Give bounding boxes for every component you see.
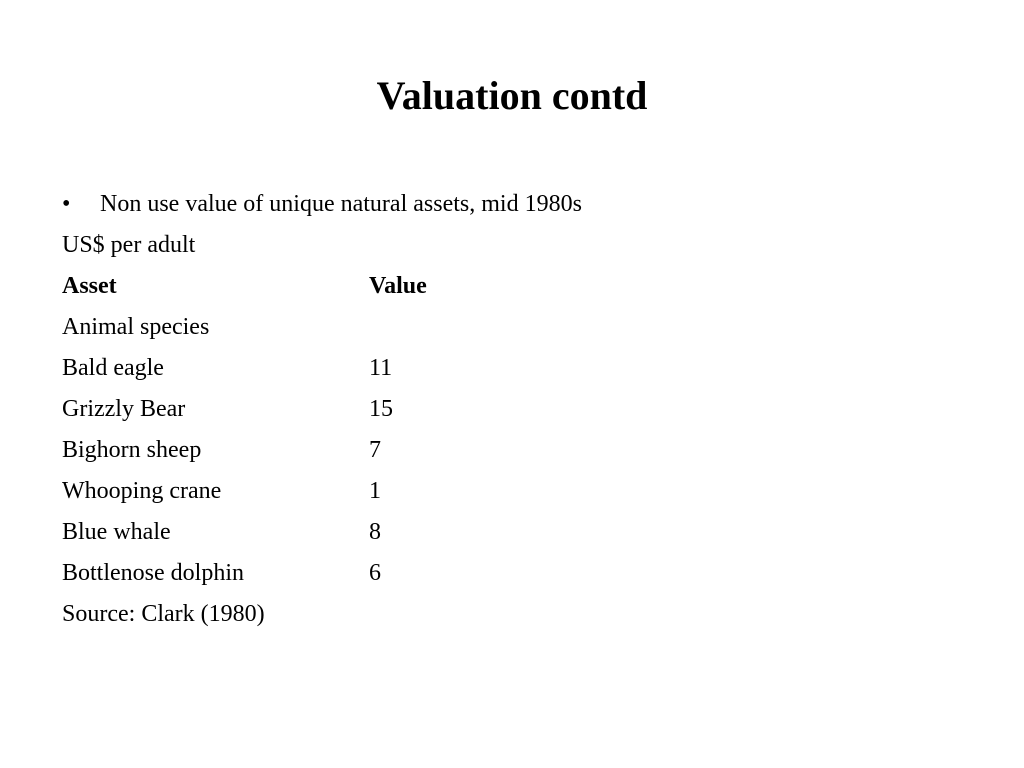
row-value: 1: [369, 478, 381, 504]
row-value: 11: [369, 355, 393, 381]
slide-content: [62, 227, 762, 637]
table-row: [62, 432, 762, 473]
bullet-text: Non use value of unique natural assets, mid 1980s: [100, 191, 582, 217]
source-note: Source: Clark (1980): [62, 601, 265, 627]
row-value: 7: [369, 437, 381, 463]
row-asset: Whooping crane: [62, 478, 222, 504]
table-row: [62, 350, 762, 391]
table-row: [62, 555, 762, 596]
row-value: 6: [369, 560, 381, 586]
row-value: 8: [369, 519, 381, 545]
table-row: [62, 473, 762, 514]
table-row: [62, 514, 762, 555]
group-label: Animal species: [62, 314, 210, 340]
table-row: [62, 391, 762, 432]
row-asset: Bighorn sheep: [62, 437, 202, 463]
row-asset: Bald eagle: [62, 355, 164, 381]
row-value: 15: [369, 396, 393, 422]
header-value: Value: [369, 273, 427, 299]
row-asset: Blue whale: [62, 519, 171, 545]
bullet-item: [62, 186, 582, 222]
header-asset: Asset: [62, 273, 117, 299]
row-asset: Grizzly Bear: [62, 396, 186, 422]
row-asset: Bottlenose dolphin: [62, 560, 244, 586]
table-header: [62, 268, 762, 309]
slide-title: Valuation contd: [376, 73, 648, 118]
bullet-dot-icon: •: [62, 191, 71, 217]
units-label: US$ per adult: [62, 232, 196, 258]
